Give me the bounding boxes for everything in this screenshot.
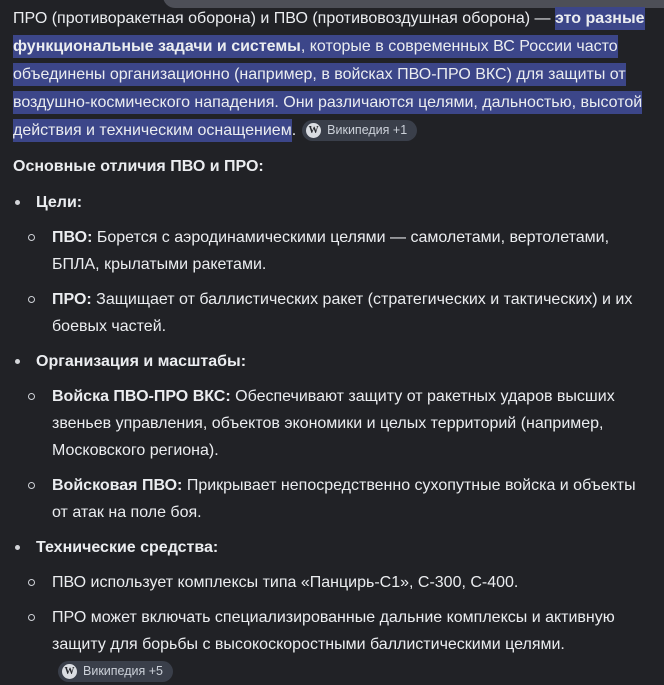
item-lead: ПРО: (52, 291, 92, 308)
item-text: Обеспечивают защиту от ракетных ударов высших звеньев управления, объектов экономики и целых территорий (например, Московского региона). (52, 388, 615, 459)
list-item-technical (13, 534, 651, 685)
circle-bullet-icon (28, 296, 35, 303)
differences-list (13, 189, 651, 685)
section-title: Технические средства: (36, 539, 219, 556)
item-text: ПВО использует комплексы типа «Панцирь-С1», С-300, С-400. (52, 574, 519, 591)
bullet-icon (15, 200, 20, 205)
circle-bullet-icon (28, 482, 35, 489)
item-text: Прикрывает непосредственно сухопутные войска и объекты от атак на поле боя. (52, 477, 636, 521)
list-item (36, 286, 651, 340)
circle-bullet-icon (28, 393, 35, 400)
highlighted-text-bold: это разные функциональные задачи и системы (13, 7, 645, 58)
item-text: Защищает от баллистических ракет (стратегических и тактических) и их боевых частей. (52, 291, 633, 335)
item-lead: Войска ПВО-ПРО ВКС: (52, 388, 231, 405)
item-lead: ПВО: (52, 229, 93, 246)
item-lead: Войсковая ПВО: (52, 477, 183, 494)
list-item (36, 472, 651, 526)
sub-list (36, 569, 651, 685)
section-title: Организация и масштабы: (36, 353, 247, 370)
highlighted-text: , которые в современных ВС России часто объединены организационно (например, в войсках ПВО-ПРО ВКС) для защиты от воздушно-космического нападения. Они различаются целями, дальностью, высотой действия и техническим оснащением (13, 35, 642, 142)
list-item (36, 569, 651, 596)
intro-paragraph (13, 5, 651, 145)
wikipedia-icon: W (306, 123, 321, 138)
list-item (36, 604, 651, 685)
source-badge-wikipedia[interactable] (302, 120, 417, 141)
sub-list (36, 224, 651, 340)
section-title: Цели: (36, 194, 83, 211)
list-item-goals (13, 189, 651, 340)
intro-period: . (291, 122, 297, 139)
circle-bullet-icon (28, 579, 35, 586)
circle-bullet-icon (28, 234, 35, 241)
bullet-icon (15, 545, 20, 550)
differences-heading: Основные отличия ПВО и ПРО: (13, 158, 264, 175)
source-badge-wikipedia[interactable] (58, 661, 173, 682)
intro-text: ПРО (противоракетная оборона) и ПВО (противовоздушная оборона) — (13, 10, 555, 27)
item-text: Борется с аэродинамическими целями — самолетами, вертолетами, БПЛА, крылатыми ракетами. (52, 229, 610, 273)
sub-list (36, 383, 651, 526)
list-item (36, 224, 651, 278)
source-badge-label: Википедия +5 (83, 664, 163, 678)
wikipedia-icon: W (62, 664, 77, 679)
source-badge-label: Википедия +1 (327, 123, 408, 137)
item-text: ПРО может включать специализированные дальние комплексы и активную защиту для борьбы с высокоскоростными баллистическими целями. (52, 609, 615, 653)
circle-bullet-icon (28, 614, 35, 621)
list-item (36, 383, 651, 464)
bullet-icon (15, 359, 20, 364)
list-item-organization (13, 348, 651, 526)
